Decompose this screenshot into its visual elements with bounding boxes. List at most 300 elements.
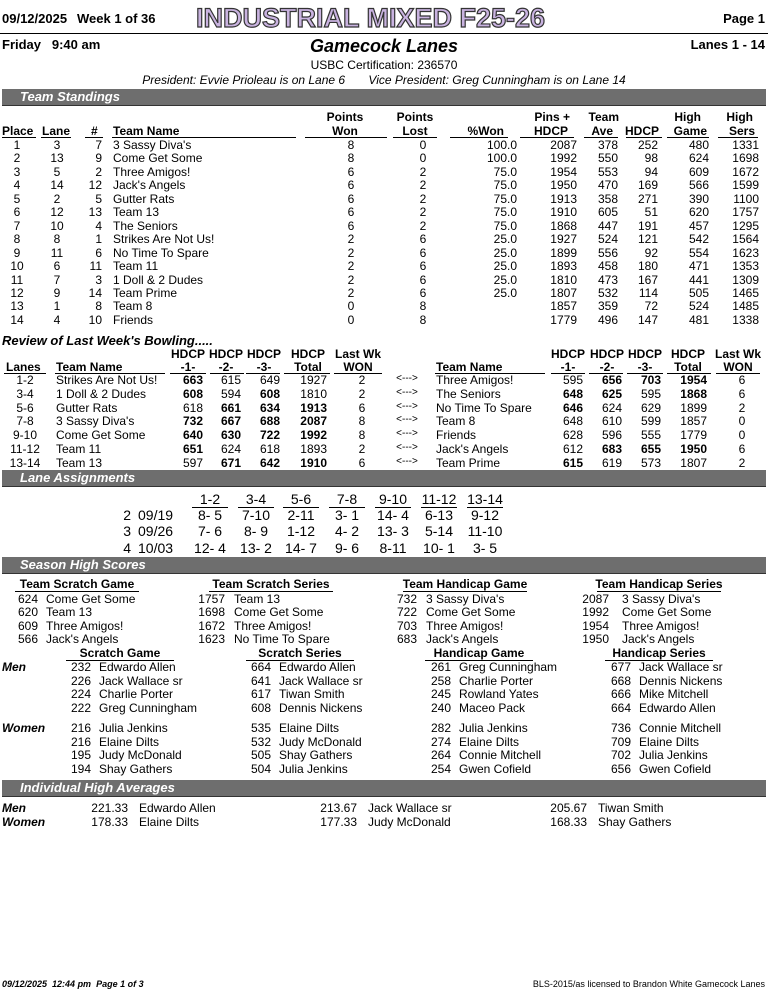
col-header-hdcp: HDCP xyxy=(624,124,659,138)
points-won: 8 xyxy=(347,138,355,152)
high-game: 554 xyxy=(688,245,709,260)
team-ave: 470 xyxy=(597,178,618,193)
bowler-name: Judy McDonald xyxy=(99,748,182,763)
team-pair: 14- 7 xyxy=(285,539,317,556)
points-won: 2 xyxy=(347,285,355,300)
points-won: 6 xyxy=(347,178,355,193)
col-header-high-game: Game xyxy=(673,124,707,138)
team-name: 3 Sassy Diva's xyxy=(622,592,701,606)
won: 6 xyxy=(358,455,366,470)
bowler-name: Edwardo Allen xyxy=(639,701,716,716)
high-sers: 1757 xyxy=(732,205,759,220)
bowler-name: Gwen Cofield xyxy=(459,762,532,777)
high-game: 505 xyxy=(688,285,709,300)
place: 7 xyxy=(13,218,21,233)
high-game: 481 xyxy=(688,312,709,327)
team-name: Three Amigos! xyxy=(113,164,191,179)
won: 0 xyxy=(738,428,746,443)
col-header-last-wk: WON xyxy=(343,360,373,374)
hdcp-score: 618 xyxy=(259,442,280,456)
hdcp-score: 599 xyxy=(640,414,661,429)
won: 2 xyxy=(738,400,746,415)
pct-won: 75.0 xyxy=(493,178,517,193)
bowler-name: Shay Gathers xyxy=(279,748,353,763)
week-number: 3 xyxy=(123,523,131,540)
lanes: 5-6 xyxy=(16,400,34,415)
lane-pair-header: 11-12 xyxy=(421,491,457,507)
hdcp-score: 648 xyxy=(562,386,583,401)
high-sers: 1309 xyxy=(732,272,759,287)
versus-arrow: <---> xyxy=(396,373,418,384)
average: 205.67 xyxy=(550,801,587,815)
hdcp-score: 683 xyxy=(601,442,622,456)
pct-won: 75.0 xyxy=(493,218,517,233)
team-ave: 359 xyxy=(597,299,618,314)
won: 8 xyxy=(358,428,366,443)
points-won: 0 xyxy=(347,299,355,314)
hdcp-score: 671 xyxy=(220,455,241,470)
hdcp-score: 1992 xyxy=(300,428,327,443)
bowler-name: Mike Mitchell xyxy=(639,687,709,702)
team-name: Jack's Angels xyxy=(426,632,499,647)
score: 668 xyxy=(610,673,631,688)
bowler-name: Tiwan Smith xyxy=(598,801,664,815)
points-lost: 6 xyxy=(419,259,427,274)
week-label: Week 1 of 36 xyxy=(77,11,156,26)
hdcp-score: 608 xyxy=(259,386,280,401)
points-lost: 2 xyxy=(419,205,427,220)
lane: 3 xyxy=(53,138,61,152)
team-pair: 10- 1 xyxy=(423,539,455,556)
lanes: 9-10 xyxy=(12,428,38,443)
team-number: 7 xyxy=(95,138,102,152)
hdcp-score: 732 xyxy=(182,414,203,429)
team-ave: 532 xyxy=(597,285,618,300)
score: 254 xyxy=(430,762,451,777)
hdcp: 98 xyxy=(644,151,658,166)
points-won: 8 xyxy=(347,151,355,166)
bowler-name: Maceo Pack xyxy=(459,701,526,716)
hdcp-score: 1868 xyxy=(680,386,707,401)
col-header-last-wk: WON xyxy=(723,360,753,374)
high-game: 620 xyxy=(688,205,709,220)
team-number: 4 xyxy=(95,218,102,233)
col-header-hdcp-game: HDCP xyxy=(670,347,705,361)
pct-won: 75.0 xyxy=(493,191,517,206)
bowler-name: Jack Wallace sr xyxy=(99,673,183,688)
team-number: 12 xyxy=(88,178,102,193)
bowler-name: Connie Mitchell xyxy=(639,721,722,735)
points-lost: 2 xyxy=(419,178,427,193)
lane: 2 xyxy=(53,191,61,206)
bowler-name: Edwardo Allen xyxy=(139,801,216,815)
points-won: 6 xyxy=(347,205,355,220)
section-bar-lanes xyxy=(2,470,766,487)
hdcp-score: 573 xyxy=(640,455,661,470)
pct-won: 25.0 xyxy=(493,272,517,287)
team-pair: 9-12 xyxy=(470,507,500,523)
team-ave: 358 xyxy=(597,191,618,206)
hdcp: 94 xyxy=(644,164,658,179)
score: 1623 xyxy=(198,632,225,647)
col-header-hdcp-game: -3- xyxy=(256,360,272,374)
col-header-hdcp-game: HDCP xyxy=(290,347,325,361)
bowler-name: Elaine Dilts xyxy=(639,734,700,749)
points-won: 2 xyxy=(347,232,355,247)
bowler-name: Judy McDonald xyxy=(368,815,451,829)
score: 702 xyxy=(610,748,631,763)
points-lost: 2 xyxy=(419,218,427,233)
score: 1672 xyxy=(198,618,225,633)
pins-hdcp: 1910 xyxy=(550,205,577,220)
team-name: Gutter Rats xyxy=(113,191,175,206)
col-header-team-ave: Ave xyxy=(591,124,613,138)
won: 0 xyxy=(738,414,746,429)
won: 2 xyxy=(738,455,746,470)
team-name: Team 13 xyxy=(234,592,281,606)
lane: 10 xyxy=(50,218,64,233)
won: 6 xyxy=(358,400,366,415)
team-ave: 556 xyxy=(597,245,618,260)
bowler-name: Julia Jenkins xyxy=(639,748,708,763)
hdcp-score: 1954 xyxy=(680,373,707,387)
points-won: 6 xyxy=(347,218,355,233)
team-ave: 605 xyxy=(597,205,618,220)
hdcp-score: 1927 xyxy=(300,373,327,387)
score: 732 xyxy=(396,592,417,606)
bowler-name: Julia Jenkins xyxy=(279,762,348,777)
hdcp-score: 612 xyxy=(562,442,583,456)
high-game: 471 xyxy=(688,259,709,274)
men-label: Men xyxy=(2,660,26,674)
team-name: Team 13 xyxy=(113,205,160,220)
team-pair: 8- 5 xyxy=(197,507,223,523)
high-sers: 1331 xyxy=(732,138,759,152)
team-number: 14 xyxy=(88,285,102,300)
score: 641 xyxy=(250,673,271,688)
points-lost: 6 xyxy=(419,285,427,300)
team-number: 9 xyxy=(95,151,102,166)
score: 226 xyxy=(70,673,91,688)
col-header-team: Team Name xyxy=(436,360,503,374)
score: 532 xyxy=(250,734,271,749)
team-pair: 4- 2 xyxy=(334,523,360,540)
footer-right: BLS-2015/as licensed to Brandon White Gamecock Lanes xyxy=(532,979,765,989)
high-sers: 1295 xyxy=(732,218,759,233)
average: 178.33 xyxy=(91,815,128,829)
team-name: Friends xyxy=(436,428,477,443)
team-number: 2 xyxy=(95,164,102,179)
hdcp-score: 608 xyxy=(182,386,203,401)
team-name: 3 Sassy Diva's xyxy=(56,414,135,429)
pins-hdcp: 1899 xyxy=(550,245,577,260)
pins-hdcp: 2087 xyxy=(550,138,577,152)
bowler-name: Jack Wallace sr xyxy=(639,660,723,674)
team-name: Come Get Some xyxy=(46,592,136,606)
place: 11 xyxy=(10,272,24,287)
high-game: 390 xyxy=(688,191,709,206)
team-high-title: Team Scratch Series xyxy=(212,577,330,591)
hdcp-score: 703 xyxy=(640,373,661,387)
bowler-name: Judy McDonald xyxy=(279,734,362,749)
men-label: Men xyxy=(2,801,26,815)
hdcp-score: 1807 xyxy=(680,455,707,470)
team-high-title: Team Scratch Game xyxy=(19,577,135,591)
team-number: 6 xyxy=(95,245,102,260)
hdcp-score: 663 xyxy=(182,373,203,387)
team-pair: 12- 4 xyxy=(194,539,226,556)
hdcp-score: 1779 xyxy=(680,428,707,443)
versus-arrow: <---> xyxy=(396,428,418,440)
pins-hdcp: 1807 xyxy=(550,285,577,300)
pct-won: 25.0 xyxy=(493,232,517,247)
hdcp-score: 629 xyxy=(640,400,661,415)
hdcp-score: 596 xyxy=(601,428,622,443)
points-won: 2 xyxy=(347,245,355,260)
hdcp: 114 xyxy=(638,285,658,300)
review-title: Review of Last Week's Bowling..... xyxy=(2,333,213,348)
team-name: No Time To Spare xyxy=(234,632,330,647)
hdcp-score: 618 xyxy=(182,400,203,415)
hdcp-score: 2087 xyxy=(300,414,327,429)
team-name: The Seniors xyxy=(436,386,501,401)
col-header-place: Place xyxy=(2,124,34,138)
page-label: Page 1 xyxy=(723,11,765,26)
section-bar-season-high xyxy=(2,557,766,574)
place: 8 xyxy=(13,232,21,247)
won: 2 xyxy=(358,373,366,387)
team-pair: 3- 1 xyxy=(334,507,360,523)
score: 195 xyxy=(70,748,91,763)
team-name: No Time To Spare xyxy=(436,400,532,415)
col-header-hdcp-game: -2- xyxy=(599,360,615,374)
team-name: Three Amigos! xyxy=(234,618,312,633)
high-sers: 1353 xyxy=(732,259,759,274)
bowler-name: Elaine Dilts xyxy=(459,734,520,749)
col-header-hdcp-game: HDCP xyxy=(589,347,624,361)
team-name: Gutter Rats xyxy=(56,400,118,415)
report-date: 09/12/2025 xyxy=(2,11,68,26)
team-name: Come Get Some xyxy=(113,151,203,166)
col-header-points-won: Points xyxy=(326,110,364,124)
team-ave: 524 xyxy=(597,232,618,247)
team-pair: 11-10 xyxy=(467,523,503,540)
team-pair: 7-10 xyxy=(241,507,271,523)
pct-won: 25.0 xyxy=(493,285,517,300)
week-date: 10/03 xyxy=(138,539,174,556)
col-header-hdcp-game: HDCP xyxy=(170,347,205,361)
col-header-pct-won: %Won xyxy=(467,124,504,138)
score: 736 xyxy=(610,721,631,735)
team-name: Come Get Some xyxy=(426,605,516,620)
lanes: 1-2 xyxy=(16,373,34,387)
hdcp-score: 610 xyxy=(601,414,622,429)
col-header-hdcp-game: Total xyxy=(674,360,702,374)
points-lost: 6 xyxy=(419,272,427,287)
col-header-lanes: Lanes xyxy=(6,360,41,374)
section-title: Individual High Averages xyxy=(20,780,175,795)
bowler-name: Dennis Nickens xyxy=(279,701,363,716)
place: 4 xyxy=(13,178,21,193)
lane: 4 xyxy=(53,312,61,327)
league-name-logo: INDUSTRIAL MIXED F25-26 xyxy=(196,3,546,33)
col-header-pins-hdcp: HDCP xyxy=(533,124,568,138)
team-pair: 1-12 xyxy=(286,523,316,540)
team-name: 1 Doll & 2 Dudes xyxy=(56,386,147,401)
bowler-name: Greg Cunningham xyxy=(99,701,198,716)
lane: 7 xyxy=(53,272,61,287)
team-name: Team 13 xyxy=(56,455,103,470)
points-won: 6 xyxy=(347,164,355,179)
individual-high-title: Scratch Game xyxy=(79,646,161,660)
bowler-name: Julia Jenkins xyxy=(459,721,528,735)
points-lost: 8 xyxy=(419,312,427,327)
hdcp-score: 648 xyxy=(562,414,583,429)
high-sers: 1465 xyxy=(732,285,759,300)
score: 535 xyxy=(250,721,271,735)
high-game: 624 xyxy=(688,151,709,166)
hdcp: 252 xyxy=(637,138,658,152)
points-lost: 6 xyxy=(419,232,427,247)
score: 504 xyxy=(250,762,271,777)
high-sers: 1698 xyxy=(732,151,759,166)
hdcp-score: 1950 xyxy=(680,442,707,456)
lane: 12 xyxy=(50,205,64,220)
high-sers: 1564 xyxy=(732,232,759,247)
score: 1992 xyxy=(582,605,609,620)
score: 566 xyxy=(17,632,38,647)
lane: 6 xyxy=(53,259,61,274)
high-game: 457 xyxy=(688,218,709,233)
team-number: 8 xyxy=(95,299,102,314)
col-header-points-won: Won xyxy=(332,124,358,138)
bowler-name: Dennis Nickens xyxy=(639,673,723,688)
score: 1950 xyxy=(582,632,609,647)
col-header-hdcp-game: HDCP xyxy=(627,347,662,361)
hdcp-score: 595 xyxy=(562,373,583,387)
place: 13 xyxy=(10,299,24,314)
won: 8 xyxy=(358,414,366,429)
hdcp-score: 1810 xyxy=(300,386,327,401)
team-pair: 14- 4 xyxy=(377,507,409,523)
team-number: 1 xyxy=(95,232,102,247)
women-label: Women xyxy=(2,721,46,735)
score: 608 xyxy=(250,701,271,716)
section-title: Team Standings xyxy=(20,89,120,104)
hdcp-score: 656 xyxy=(601,373,622,387)
col-header-hdcp-game: Total xyxy=(294,360,322,374)
score: 505 xyxy=(250,748,271,763)
team-number: 11 xyxy=(89,259,102,274)
team-name: Team 11 xyxy=(56,442,102,456)
lanes-range: Lanes 1 - 14 xyxy=(690,37,765,52)
points-lost: 2 xyxy=(419,164,427,179)
bowler-name: Greg Cunningham xyxy=(459,660,558,674)
hdcp-score: 624 xyxy=(220,442,241,456)
individual-high-title: Handicap Game xyxy=(433,646,525,660)
team-name: Three Amigos! xyxy=(46,618,124,633)
col-header-hdcp-game: HDCP xyxy=(550,347,585,361)
section-title: Season High Scores xyxy=(20,557,146,572)
lane-pair-header: 1-2 xyxy=(199,491,221,507)
versus-arrow: <---> xyxy=(396,455,418,467)
average: 177.33 xyxy=(320,815,357,829)
hdcp-score: 655 xyxy=(640,442,661,456)
bowler-name: Connie Mitchell xyxy=(459,748,542,763)
won: 6 xyxy=(738,373,746,387)
col-header-team: Team Name xyxy=(113,124,180,138)
score: 274 xyxy=(430,734,451,749)
team-pair: 13- 3 xyxy=(377,523,409,540)
team-name: 3 Sassy Diva's xyxy=(426,592,505,606)
week-number: 4 xyxy=(123,539,131,556)
high-sers: 1485 xyxy=(732,299,759,314)
team-name: Three Amigos! xyxy=(426,618,504,633)
team-ave: 378 xyxy=(597,138,618,152)
score: 245 xyxy=(430,687,451,702)
high-game: 480 xyxy=(688,138,709,152)
hdcp: 147 xyxy=(637,312,658,327)
center-name: Gamecock Lanes xyxy=(309,36,459,56)
points-lost: 6 xyxy=(419,245,427,260)
score: 703 xyxy=(396,618,417,633)
hdcp-score: 1899 xyxy=(680,400,707,415)
team-name: Come Get Some xyxy=(234,605,324,620)
pct-won: 25.0 xyxy=(493,245,517,260)
high-game: 441 xyxy=(688,272,709,287)
place: 3 xyxy=(13,164,21,179)
hdcp: 191 xyxy=(637,218,658,233)
team-name: 1 Doll & 2 Dudes xyxy=(113,272,204,287)
place: 5 xyxy=(13,191,21,206)
points-won: 2 xyxy=(347,259,355,274)
lane-pair-header: 3-4 xyxy=(245,491,267,507)
team-name: Team 13 xyxy=(46,605,93,620)
header-rule xyxy=(0,33,768,34)
lanes: 11-12 xyxy=(10,442,40,456)
lanes: 7-8 xyxy=(16,414,34,429)
score: 666 xyxy=(610,687,631,702)
individual-high-title: Handicap Series xyxy=(612,646,706,660)
hdcp-score: 630 xyxy=(220,428,241,443)
col-header-hdcp-game: -1- xyxy=(180,360,196,374)
hdcp-score: 628 xyxy=(562,428,583,443)
section-bar-standings xyxy=(2,89,766,106)
hdcp-score: 619 xyxy=(601,455,622,470)
place: 1 xyxy=(13,138,21,152)
lane: 8 xyxy=(53,232,61,247)
team-name: 3 Sassy Diva's xyxy=(113,138,192,152)
team-pair: 5-14 xyxy=(424,523,454,540)
points-won: 2 xyxy=(347,272,355,287)
score: 656 xyxy=(610,762,631,777)
hdcp-score: 649 xyxy=(259,373,280,387)
team-pair: 6-13 xyxy=(424,507,454,523)
lane-pair-header: 13-14 xyxy=(467,491,503,507)
team-name: Come Get Some xyxy=(622,605,712,620)
col-header-lane: Lane xyxy=(42,124,71,138)
col-header-high-sers: High xyxy=(726,110,753,124)
col-header-hdcp-game: HDCP xyxy=(246,347,281,361)
hdcp-score: 594 xyxy=(220,386,241,401)
bowler-name: Shay Gathers xyxy=(598,815,672,829)
high-sers: 1338 xyxy=(732,312,759,327)
col-header-high-game: High xyxy=(674,110,701,124)
pins-hdcp: 1893 xyxy=(550,259,577,274)
lane: 14 xyxy=(50,178,64,193)
score: 258 xyxy=(430,673,451,688)
hdcp-score: 634 xyxy=(259,400,280,415)
